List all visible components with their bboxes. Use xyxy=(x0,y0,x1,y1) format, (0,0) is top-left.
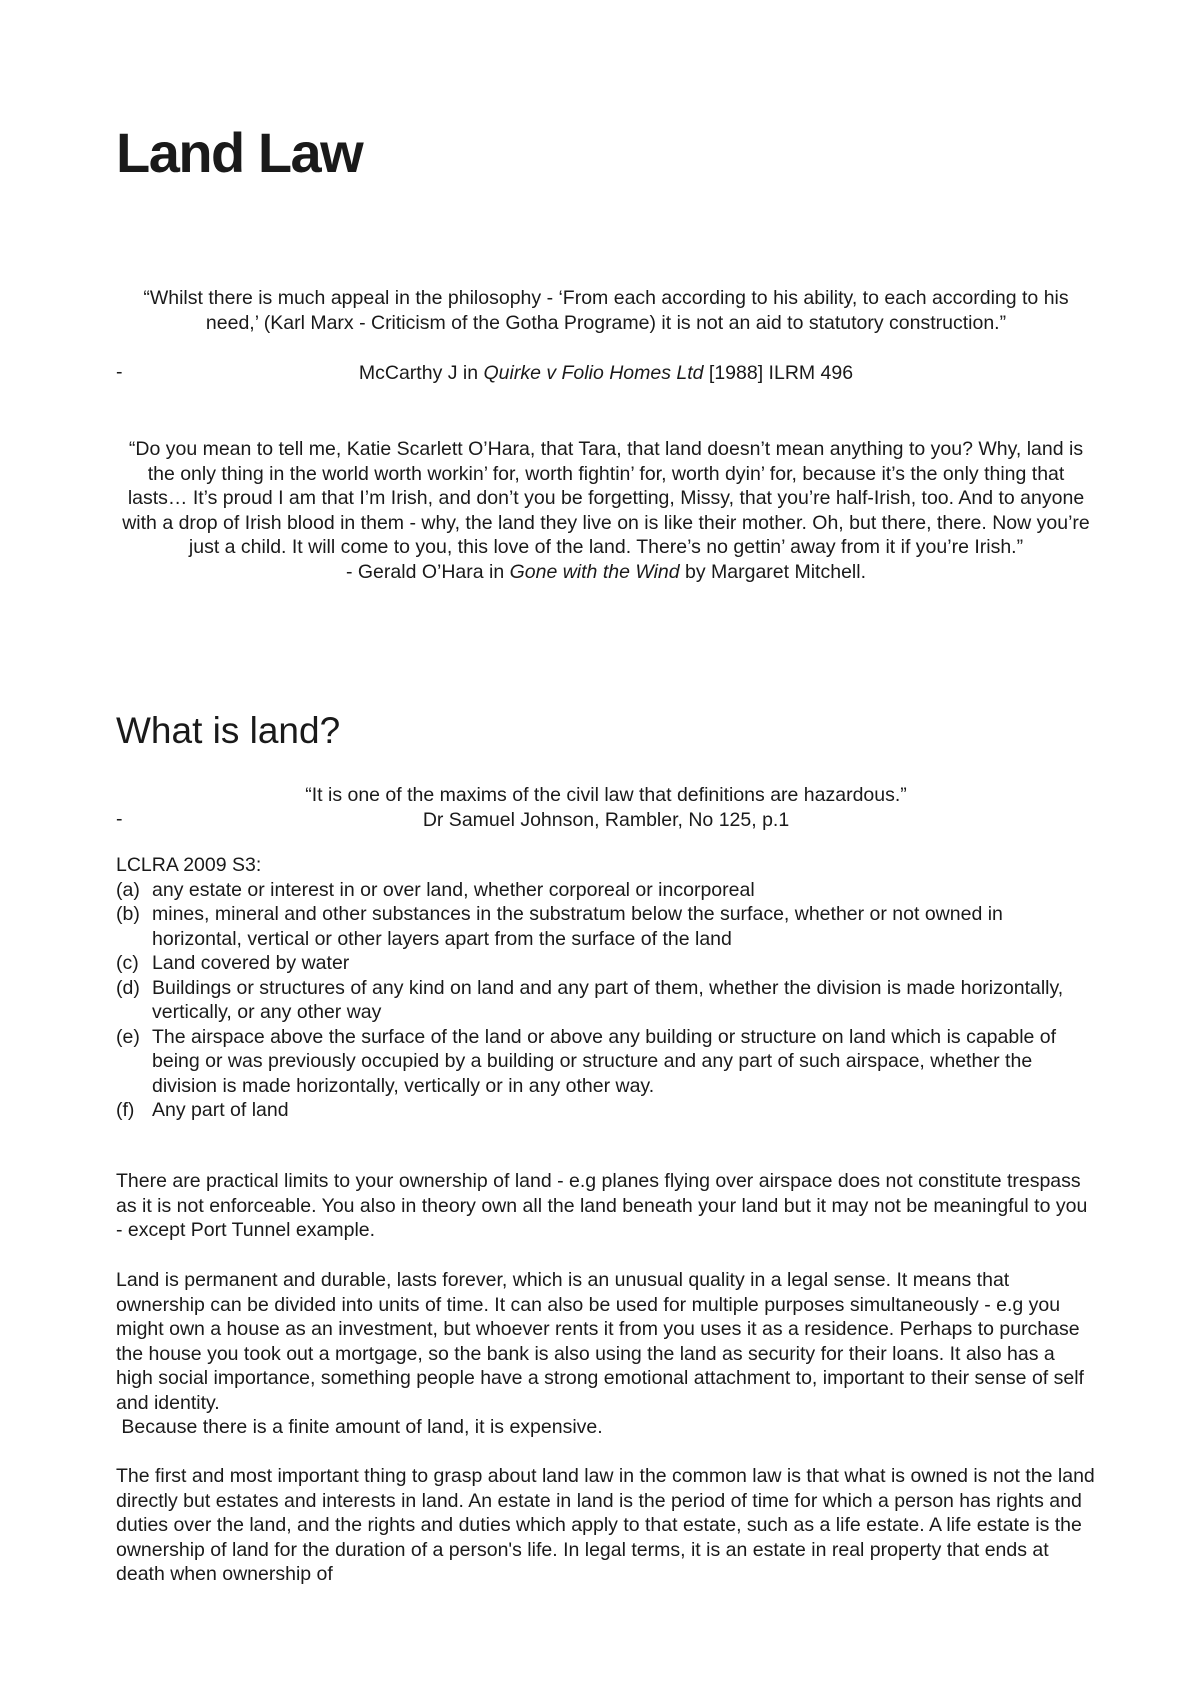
quote-gone-with-the-wind xyxy=(116,437,1096,584)
paragraph-estates: The first and most important thing to grasp about land law in the common law is that what is owned is not the land directly but estates and interests in land. An estate in land is the period of time for which a person has rights and duties over the land, and the rights and duties which apply to that estate, such as a life estate. A life estate is the ownership of land for the duration of a person's life. In legal terms, it is an estate in real property that ends at death when ownership of xyxy=(116,1465,1095,1585)
list-item xyxy=(116,1025,1096,1099)
item-text: any estate or interest in or over land, whether corporeal or incorporeal xyxy=(152,878,755,901)
quote-marx-text: “Whilst there is much appeal in the philosophy - ‘From each according to his ability, to each according to his need,’ (Karl Marx - Criticism of the Gotha Programe) it is not an aid to statutory construction.” xyxy=(143,287,1069,334)
item-text: The airspace above the surface of the land or above any building or structure on land which is capable of being or was previously occupied by a building or structure and any part of such airspace, whether the division is made horizontally, vertically or in any other way. xyxy=(152,1025,1057,1097)
paragraph-finite-land: Because there is a finite amount of land, it is expensive. xyxy=(116,1416,603,1438)
quote-gwtw-text: “Do you mean to tell me, Katie Scarlett O’Hara, that Tara, that land doesn’t mean anything to you? Why, land is the only thing in the world worth workin’ for, worth fightin’ for, worth dyin’ for, because it’s the only thing that lasts… It’s proud I am that I’m Irish, and don’t you be forgetting, Missy, that you’re half-Irish, too. And to anyone with a drop of Irish blood in them - why, the land they live on is like their mother. Oh, but there, there. Now you’re just a child. It will come to you, this love of the land. There’s no gettin’ away from it if you’re Irish.” xyxy=(122,438,1090,558)
quote-gwtw-attribution xyxy=(116,560,1096,585)
definition-list xyxy=(116,878,1096,1123)
item-label: (b) xyxy=(116,903,140,925)
quote-marx-attribution xyxy=(116,361,1096,386)
attribution-prefix: McCarthy J in xyxy=(358,362,484,384)
item-label: (d) xyxy=(116,976,140,999)
attribution-suffix: [1988] ILRM 496 xyxy=(703,362,854,384)
definition-block xyxy=(116,853,1096,1123)
page-title: Land Law xyxy=(116,121,363,184)
definition-heading: LCLRA 2009 S3: xyxy=(116,854,262,876)
quote-johnson-text: “It is one of the maxims of the civil law that definitions are hazardous.” xyxy=(305,784,907,806)
item-text: Any part of land xyxy=(152,1099,289,1121)
item-text: mines, mineral and other substances in the substratum below the surface, whether or not owned in horizontal, vertical or other layers apart from the surface of the land xyxy=(152,903,1003,950)
list-item xyxy=(116,902,1096,951)
quote-johnson-attribution: Dr Samuel Johnson, Rambler, No 125, p.1 xyxy=(422,808,790,831)
attribution-prefix: - Gerald O’Hara in xyxy=(345,560,510,583)
item-text: Land covered by water xyxy=(152,952,350,974)
paragraph-practical-limits: There are practical limits to your ownership of land - e.g planes flying over airspace does not constitute trespass as it is not enforceable. You also in theory own all the land beneath your land but it may not be meaningful to you - except Port Tunnel example. xyxy=(116,1170,1088,1241)
attribution-suffix: by Margaret Mitchell. xyxy=(679,560,867,583)
quote-johnson xyxy=(116,783,1096,832)
case-name: Quirke v Folio Homes Ltd xyxy=(483,362,704,384)
paragraph-permanence: Land is permanent and durable, lasts forever, which is an unusual quality in a legal sense. It means that ownership can be divided into units of time. It can also be used for multiple purposes simultaneously - e.g you might own a house as an investment, but whoever rents it from you uses it as a residence. Perhaps to purchase the house you took out a mortgage, so the bank is also using the land as security for their loans. It also has a high social importance, something people have a strong emotional attachment to, important to their sense of self and identity. xyxy=(116,1269,1084,1414)
item-label: (a) xyxy=(116,878,140,901)
book-title: Gone with the Wind xyxy=(509,560,680,583)
item-text: Buildings or structures of any kind on land and any part of them, whether the division is made horizontally, vertically, or any other way xyxy=(152,976,1064,1023)
quote-marx-dash: - xyxy=(116,361,123,383)
quote-johnson-dash: - xyxy=(116,808,123,830)
item-label: (c) xyxy=(116,952,139,974)
quote-marx xyxy=(116,286,1096,335)
item-label: (e) xyxy=(116,1025,140,1048)
section-heading: What is land? xyxy=(116,710,341,751)
list-item xyxy=(116,878,1096,903)
item-label: (f) xyxy=(116,1099,135,1121)
list-item xyxy=(116,951,1096,976)
list-item xyxy=(116,1098,1096,1123)
list-item xyxy=(116,976,1096,1025)
